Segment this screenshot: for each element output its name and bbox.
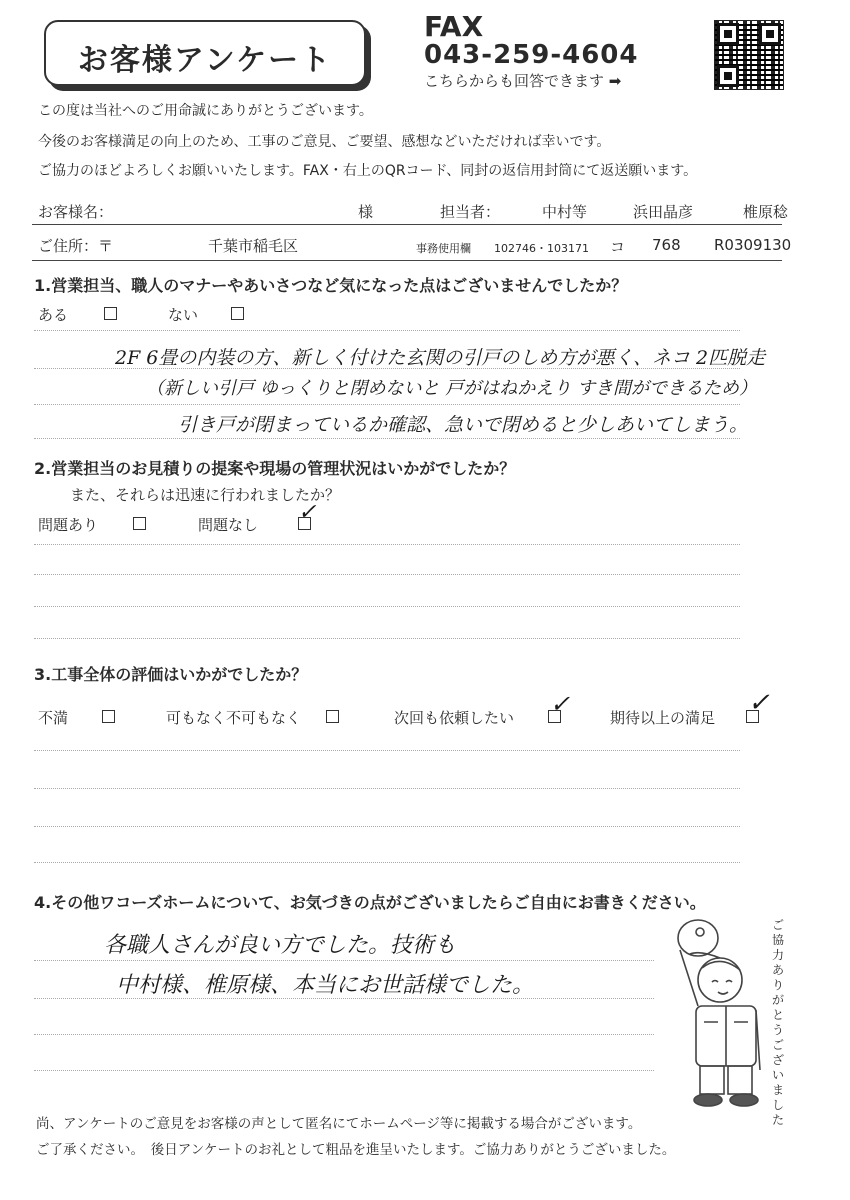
thanks-vertical-text: ご協力ありがとうございました <box>771 918 784 1127</box>
office-ko: コ <box>610 238 626 256</box>
fax-note: こちらからも回答できます ➡ <box>424 72 622 90</box>
q4-question: 4.その他ワコーズホームについて、お気づきの点がございましたらご自由にお書きください。 <box>34 893 706 912</box>
intro-line-1: この度は当社へのご用命誠にありがとうございます。 <box>38 103 373 119</box>
staff-name: 中村等 <box>542 203 588 221</box>
office-use-label: 事務使用欄 <box>416 242 471 255</box>
sama-label: 様 <box>358 203 374 221</box>
q3-option-exceeded: 期待以上の満足 <box>610 709 716 727</box>
q2-checkmark: ✓ <box>298 500 317 525</box>
q3-checkbox-dissatisfied[interactable] <box>102 710 115 723</box>
q1-option-aru: ある <box>38 306 69 324</box>
q2-question: 2.営業担当のお見積りの提案や現場の管理状況はいかがでしたか？ <box>34 459 516 478</box>
answer-rule <box>34 998 654 999</box>
fax-label: FAX <box>424 10 484 43</box>
divider <box>32 224 782 225</box>
answer-rule <box>34 330 740 331</box>
answer-rule <box>34 1034 654 1035</box>
answer-rule <box>34 788 740 789</box>
q2-option-problem: 問題あり <box>38 516 99 534</box>
survey-title-box <box>44 20 366 86</box>
footer-line-1: 尚、アンケートのご意見をお客様の声として匿名にてホームページ等に掲載する場合がございます。 <box>36 1116 642 1132</box>
q1-question: 1.営業担当、職人のマナーやあいさつなど気になった点はございませんでしたか？ <box>34 276 628 295</box>
answer-rule <box>34 638 740 639</box>
answer-rule <box>34 862 740 863</box>
q1-handwritten-line-3: 引き戸が閉まっているか確認、急いで閉めると少しあいてしまう。 <box>178 414 749 436</box>
staff-name: 椎原稔 <box>743 203 789 221</box>
staff-name: 浜田晶彦 <box>633 203 694 221</box>
q3-checkmark-exceeded: ✓ <box>748 688 770 718</box>
survey-title: お客様アンケート <box>77 43 333 78</box>
office-codes: 102746・103171 <box>494 242 589 255</box>
worker-bowing-illustration <box>660 910 765 1110</box>
q2-checkbox-problem[interactable] <box>133 517 146 530</box>
footer-line-2: ご了承ください。 後日アンケートのお礼として粗品を進呈いたします。ご協力ありがとうございました。 <box>36 1142 676 1158</box>
divider <box>32 260 782 261</box>
q3-option-dissatisfied: 不満 <box>38 709 69 727</box>
answer-rule <box>34 438 740 439</box>
q2-option-no-problem: 問題なし <box>198 516 259 534</box>
q3-option-again: 次回も依頼したい <box>394 709 515 727</box>
intro-line-2: 今後のお客様満足の向上のため、工事のご意見、ご要望、感想などいただければ幸いです。 <box>38 134 611 150</box>
answer-rule <box>34 404 740 405</box>
answer-rule <box>34 368 740 369</box>
qr-code-icon[interactable] <box>714 20 784 90</box>
office-num: 768 <box>652 236 681 254</box>
address-value: 千葉市稲毛区 <box>208 237 299 255</box>
address-label: ご住所：〒 <box>38 237 114 255</box>
q1-handwritten-line-2: （新しい引戸 ゆっくりと閉めないと 戸がはねかえり すき間ができるため） <box>146 378 757 399</box>
q4-handwritten-line-1: 各職人さんが良い方でした。技術も <box>104 933 457 958</box>
answer-rule <box>34 960 654 961</box>
q1-checkbox-nai[interactable] <box>231 307 244 320</box>
q3-checkbox-neutral[interactable] <box>326 710 339 723</box>
q4-handwritten-line-2: 中村様、椎原様、本当にお世話様でした。 <box>116 973 535 998</box>
q1-handwritten-line-1: 2F 6畳の内装の方、新しく付けた玄関の引戸のしめ方が悪く、ネコ 2匹脱走 <box>115 347 766 369</box>
intro-line-3: ご協力のほどよろしくお願いいたします。FAX・右上のQRコード、同封の返信用封筒にて返送願います。 <box>38 163 698 179</box>
answer-rule <box>34 1070 654 1071</box>
answer-rule <box>34 750 740 751</box>
answer-rule <box>34 606 740 607</box>
q2-question-2: また、それらは迅速に行われましたか？ <box>70 486 341 504</box>
staff-label: 担当者： <box>440 203 501 221</box>
answer-rule <box>34 544 740 545</box>
answer-rule <box>34 574 740 575</box>
customer-name-label: お客様名： <box>38 203 114 221</box>
office-ref: R0309130 <box>714 236 792 254</box>
q1-option-nai: ない <box>168 306 199 324</box>
q3-option-neutral: 可もなく不可もなく <box>166 709 302 727</box>
q3-checkmark-again: ✓ <box>550 690 571 718</box>
answer-rule <box>34 826 740 827</box>
fax-number: 043-259-4604 <box>424 40 639 70</box>
q3-question: 3.工事全体の評価はいかがでしたか？ <box>34 665 308 684</box>
q1-checkbox-aru[interactable] <box>104 307 117 320</box>
